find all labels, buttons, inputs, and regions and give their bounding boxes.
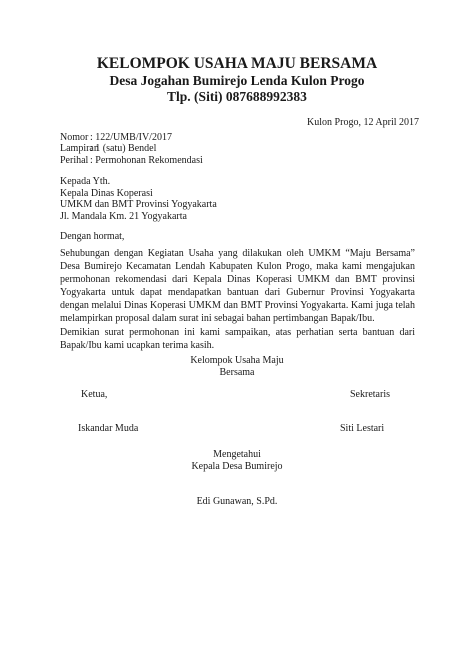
sekretaris-title: Sekretaris [350, 389, 390, 400]
org-address-heading: Desa Jogahan Bumirejo Lenda Kulon Progo [109, 73, 365, 88]
perihal-label: Perihal [60, 155, 89, 166]
lampiran-label: Lampiran [60, 143, 99, 154]
nomor-value: : 122/UMB/IV/2017 [90, 132, 172, 143]
perihal-value: : Permohonan Rekomendasi [90, 155, 203, 166]
lampiran-value: : 1 (satu) Bendel [90, 143, 157, 154]
place-date: Kulon Progo, 12 April 2017 [307, 117, 419, 128]
kepala-desa-title: Kepala Desa Bumirejo [191, 461, 283, 472]
ketua-title: Ketua, [81, 389, 108, 400]
recipient-line: Kepada Yth. [60, 176, 111, 187]
group-name-line: Kelompok Usaha Maju [190, 355, 284, 366]
group-name-line: Bersama [219, 367, 255, 378]
sekretaris-name: Siti Lestari [340, 423, 385, 434]
ketua-name: Iskandar Muda [78, 423, 139, 434]
nomor-label: Nomor [60, 132, 89, 143]
recipient-line: Kepala Dinas Koperasi [60, 188, 153, 199]
salutation: Dengan hormat, [60, 231, 125, 242]
kepala-desa-name: Edi Gunawan, S.Pd. [196, 496, 278, 507]
recipient-line: Jl. Mandala Km. 21 Yogyakarta [60, 211, 187, 222]
recipient-line: UMKM dan BMT Provinsi Yogyakarta [60, 199, 217, 210]
org-name-heading: KELOMPOK USAHA MAJU BERSAMA [96, 55, 378, 72]
org-phone-heading: Tlp. (Siti) 087688992383 [167, 89, 307, 104]
mengetahui-label: Mengetahui [213, 449, 261, 460]
closing-paragraph: Demikian surat permohonan ini kami sampaikan, atas perhatian serta bantuan dari Bapak/Ibu kami ucapkan terima kasih. [60, 327, 415, 351]
body-paragraph: Sehubungan dengan Kegiatan Usaha yang dilakukan oleh UMKM “Maju Bersama” Desa Bumirejo Kecamatan Lendah Kabupaten Kulon Progo, maka kami mengajukan permohonan rekomendasi dari Kepala Dinas Koperasi UMKM dan BMT provinsi Yogyakarta untuk dapat mendapatkan bantuan dari Gubernur Provinsi Yogyakarta dengan melalui Dinas Koperasi UMKM dan BMT Provinsi Yogyakarta. Kami juga telah melampirkan proposal dalam surat ini sebagai bahan pertimbangan Bapak/Ibu. [60, 248, 415, 324]
